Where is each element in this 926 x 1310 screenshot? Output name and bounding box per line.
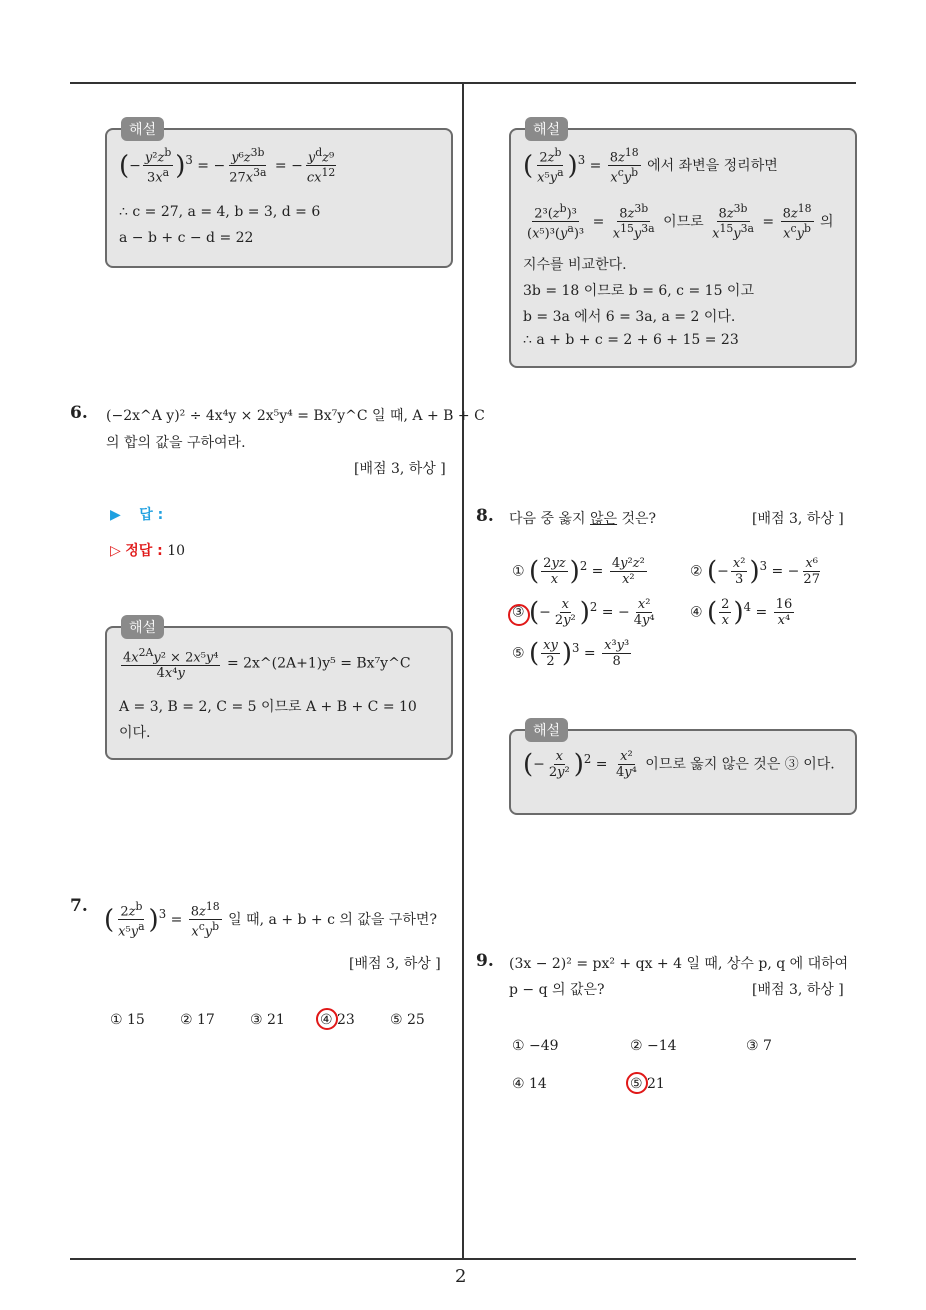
correct-label: 정답 :	[125, 543, 163, 559]
solution-line: 이다.	[119, 725, 151, 741]
solution-tag: 해설	[525, 117, 568, 141]
solution-text: 의	[819, 213, 834, 230]
solution-text: = 2x^(2A+1)y⁵ = Bx⁷y^C	[226, 655, 411, 672]
solution-line: (− $\frac{x}{\text{2y²}}$ )$^2$ = $\frac{\text{x²}}{\text{4y⁴}}$ 이므로 옳지 않은 것은 ③ 이다.	[523, 749, 835, 780]
choice-1[interactable]: ① ( $\frac{2yz}{x}$ )$^2$ = $\frac{\text{4y²z²}}{\text{x²}}$	[512, 556, 645, 587]
question-text: p − q 의 값은?	[509, 982, 605, 998]
question-number: 7.	[70, 896, 88, 916]
choice-2[interactable]: ② −14	[630, 1038, 677, 1054]
choice-3[interactable]: ③ 21	[250, 1012, 285, 1028]
solution-line: ( $\frac{2z^b}{x^5y^a}$ )$^3$ = $\frac{8z^{18}}{x^cy^b}$ 에서 좌변을 정리하면	[523, 146, 778, 186]
outline-play-icon: ▷	[110, 543, 121, 559]
correct-mark-circle	[316, 1008, 338, 1030]
choice-4[interactable]: ④ 23	[320, 1012, 355, 1028]
page-number: 2	[455, 1266, 467, 1287]
solution-line: ∴ c = 27, a = 4, b = 3, d = 6	[119, 204, 321, 220]
correct-answer-row	[110, 540, 185, 560]
solution-tag: 해설	[121, 615, 164, 639]
solution-box-5	[105, 122, 453, 268]
solution-box-6	[105, 620, 453, 760]
solution-line: a − b + c − d = 22	[119, 230, 254, 246]
choice-3[interactable]: ③ 7	[746, 1038, 772, 1054]
question-number: 9.	[476, 951, 494, 971]
solution-line: b = 3a 에서 6 = 3a, a = 2 이다.	[523, 309, 736, 325]
solution-box-7	[509, 122, 857, 368]
question-meta: [배점 3, 하상 ]	[752, 982, 844, 998]
solution-tag: 해설	[121, 117, 164, 141]
choice-4[interactable]: ④ ( $\frac{2}{x}$ )$^4$ = $\frac{16}{\text{x⁴}}$	[690, 597, 793, 628]
solution-line: A = 3, B = 2, C = 5 이므로 A + B + C = 10	[119, 699, 417, 715]
question-text: 다음 중 옳지 않은 것은?	[509, 511, 657, 527]
solution-text: 이므로	[663, 213, 704, 230]
question-text: (3x − 2)² = px² + qx + 4 일 때, 상수 p, q 에 대하여	[509, 956, 849, 972]
solution-line: 지수를 비교한다.	[523, 257, 627, 273]
solution-box-8	[509, 723, 857, 815]
play-icon: ▶	[110, 507, 121, 523]
question-text: ( $\frac{2z^b}{x^5y^a}$ )$^3$ = $\frac{8z^{18}}{x^cy^b}$ 일 때, a + b + c 의 값을 구하면?	[104, 900, 437, 940]
solution-line: $\frac{4x^{2A}y^2 \times 2x^5y^4}{\text{4x⁴y}}$ = 2x^(2A+1)y⁵ = Bx⁷y^C	[123, 646, 411, 682]
question-text-tail: 일 때, a + b + c 의 값을 구하면?	[228, 911, 437, 928]
question-text: (−2x^A y)² ÷ 4x⁴y × 2x⁵y⁴ = Bx⁷y^C 일 때, A + B + C	[106, 408, 485, 424]
underlined-word: 않은	[589, 511, 618, 527]
solution-line: ∴ a + b + c = 2 + 6 + 15 = 23	[523, 332, 739, 348]
solution-line: 3b = 18 이므로 b = 6, c = 15 이고	[523, 283, 754, 299]
choice-1[interactable]: ① −49	[512, 1038, 559, 1054]
question-number: 6.	[70, 403, 88, 423]
question-meta: [배점 3, 하상 ]	[354, 461, 446, 477]
choice-2[interactable]: ② 17	[180, 1012, 215, 1028]
solution-text: 에서 좌변을 정리하면	[647, 157, 778, 174]
choice-3[interactable]: ③ (− $\frac{x}{\text{2y²}}$ )$^2$ = − $\frac{\text{x²}}{\text{4y⁴}}$	[512, 597, 655, 628]
answer-row	[110, 504, 163, 524]
correct-mark-circle	[626, 1072, 648, 1094]
solution-line: (− $\frac{y^2z^b}{3x^a}$ )$^3$ = − $\frac{y^6z^{3b}}{27x^{3a}}$ = − $\frac{y^dz^9}{cx^{12}}$	[119, 146, 336, 186]
column-divider	[462, 84, 464, 1259]
choice-5[interactable]: ⑤ 21	[630, 1076, 665, 1092]
choice-4[interactable]: ④ 14	[512, 1076, 547, 1092]
correct-value: 10	[167, 543, 186, 559]
bottom-rule	[70, 1258, 856, 1260]
solution-tag: 해설	[525, 718, 568, 742]
choice-5[interactable]: ⑤ ( $\frac{xy}{2}$ )$^3$ = $\frac{\text{x³y³}}{8}$	[512, 638, 630, 669]
question-meta: [배점 3, 하상 ]	[349, 956, 441, 972]
choice-2[interactable]: ② (− $\frac{\text{x²}}{3}$ )$^3$ = − $\frac{\text{x⁶}}{27}$	[690, 556, 820, 587]
solution-text: 이므로 옳지 않은 것은 ③ 이다.	[645, 756, 835, 773]
choice-1[interactable]: ① 15	[110, 1012, 145, 1028]
question-meta: [배점 3, 하상 ]	[752, 511, 844, 527]
answer-label: 답 :	[139, 507, 164, 523]
question-number: 8.	[476, 506, 494, 526]
choice-5[interactable]: ⑤ 25	[390, 1012, 425, 1028]
solution-line: $\frac{2^3(z^b)^3}{(x^5)^3(y^a)^3}$ = $\frac{8z^{3b}}{x^{15}y^{3a}}$ 이므로 $\frac{8z^{3b}}{x^{15}y^{3a}}$ = $\frac{8z^{18}}{x^cy^b}$ 의	[527, 202, 834, 242]
question-text: 의 합의 값을 구하여라.	[106, 435, 246, 451]
correct-mark-circle	[508, 604, 530, 626]
